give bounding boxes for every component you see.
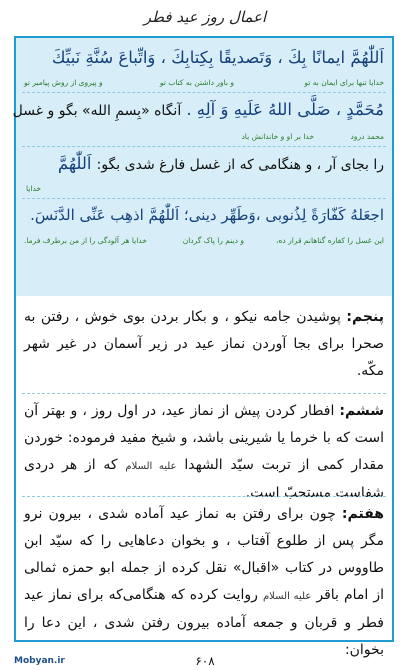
translation-fragment: خدا بر او و خاندانش باد xyxy=(241,132,314,141)
translation-line-4 xyxy=(24,236,384,246)
paragraph-label: پنجم: xyxy=(346,309,384,325)
page-header-title: اعمال روز عید فطر xyxy=(143,8,267,26)
paragraph-label: هفتم: xyxy=(341,506,384,522)
arabic-segment: اَللّٰهُمَّ xyxy=(57,154,92,173)
persian-segment: آنگاه «بِسمِ الله» بگو و غسل xyxy=(12,103,182,119)
persian-segment: را بجای آر ، و هنگامی که از غسل فارغ شدی بگو: xyxy=(96,157,384,173)
translation-fragment: خدایا هر آلودگی را از من برطرف فرما. xyxy=(24,236,147,245)
divider xyxy=(22,146,386,147)
page-number: ۶۰۸ xyxy=(195,654,215,668)
translation-fragment: این غسل را کفاره گناهانم قرار ده، xyxy=(276,236,384,245)
paragraph-text: افطار کردن پیش از نماز عید، در اول روز ، و بهتر آن است که با خرما یا شیرینی باشد، و شیخ مفید فرموده: خوردن مقدار کمی از تربت سیّد الشهدا xyxy=(24,403,384,473)
translation-fragment: و باور داشتن به کتاب تو xyxy=(159,78,234,87)
translation-fragment: خدایا تنها برای ایمان به تو xyxy=(304,78,384,87)
paragraph-fifth xyxy=(24,304,384,385)
site-watermark: Mobyan.ir xyxy=(14,656,65,666)
arabic-line-4: اجعَلهُ كَفّارَةً لِذُنوبی ،وَطَهِّر دینی؛ اَللّٰهُمَّ اذهِب عَنِّی الدَّنَسَ. xyxy=(30,206,384,224)
arabic-line-1: اَللّٰهُمَّ ایمانًا بِكَ ، وَتَصدیقًا بِكِتابِكَ ، وَاتِّباعَ سُنَّةِ نَبیِّكَ xyxy=(51,48,384,67)
paragraph-seventh xyxy=(24,501,384,664)
content-frame xyxy=(12,36,394,658)
translation-fragment: خدایا xyxy=(26,184,42,193)
paragraph-text: روایت کرده که هنگامی‌که برای نماز عید فطر و قربان و جمعه آماده بیرون رفتن شدی ، این دعا را بخوان: xyxy=(24,587,384,658)
translation-fragment: و دینم را پاک گردان xyxy=(182,236,244,245)
mixed-line-2 xyxy=(12,100,384,119)
paragraph-text: که از هر دردی شفاست مستحبّ است. xyxy=(24,457,384,501)
translation-line-3 xyxy=(24,184,384,194)
mixed-line-3 xyxy=(24,154,384,173)
paragraph-sixth xyxy=(24,398,384,507)
translation-line-2 xyxy=(24,132,384,142)
divider xyxy=(22,92,386,93)
arabic-segment: مُحَمَّدٍ ، صَلَّى اللهُ عَلَیهِ وَ آلِهِ . xyxy=(186,100,384,119)
divider xyxy=(22,198,386,199)
paragraph-text: پوشیدن جامه نیکو ، و بکار بردن بوی خوش ، رفتن به صحرا برای بجا آوردن نماز عید در زیر آسمان در غیر شهر مکّه. xyxy=(24,309,384,379)
salutation-icon: عليه السلام xyxy=(262,591,312,602)
divider xyxy=(22,496,386,497)
paragraph-text: چون برای رفتن به نماز عید آماده شدی ، بیرون نرو مگر پس از طلوع آفتاب ، و بخوان دعاهایی را که سیّد ابن طاووس در کتاب «اقبال» نقل کرده از جمله ابو حمزه ثمالی از امام باقر xyxy=(24,506,385,603)
divider xyxy=(22,393,386,394)
book-page xyxy=(12,6,398,668)
salutation-icon: عليه السلام xyxy=(125,461,177,472)
translation-fragment: محمد درود xyxy=(350,132,384,141)
dua-arabic-block xyxy=(12,38,392,296)
paragraph-label: ششم: xyxy=(339,403,384,419)
translation-fragment: و پیروی از روش پیامبر تو xyxy=(24,78,103,87)
translation-line-1 xyxy=(24,78,384,88)
